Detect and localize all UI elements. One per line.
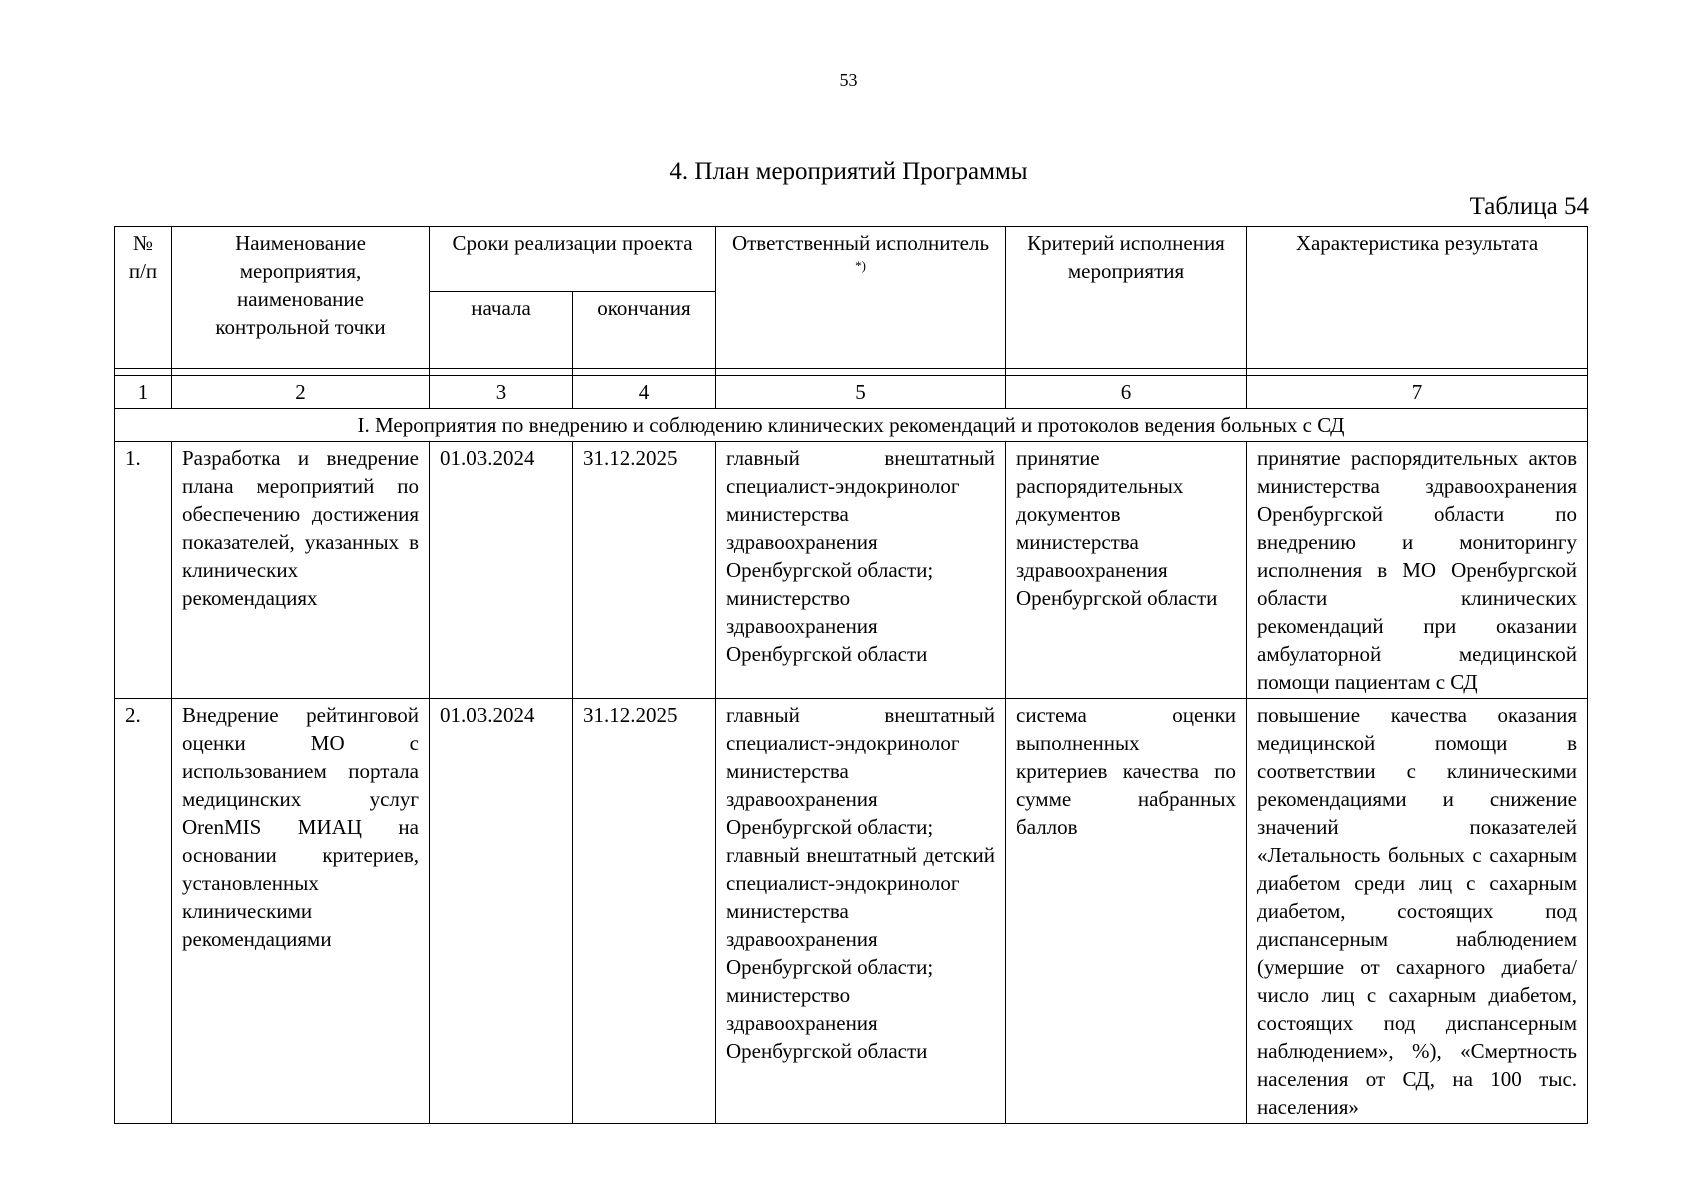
row-criterion: принятие распорядительных документов министерства здравоохранения Оренбургской области: [1006, 442, 1247, 699]
row-start-date: 01.03.2024: [430, 442, 573, 699]
column-number: 2: [172, 376, 430, 409]
header-result: Характеристика результата: [1247, 227, 1588, 369]
responsible-line: главный внештатный специалист-эндокринолог министерства здравоохранения Оренбургской области;: [726, 703, 996, 839]
section-heading-row: [115, 409, 1588, 442]
responsible-line: главный внештатный специалист-эндокринолог министерства здравоохранения Оренбургской области;: [726, 446, 996, 582]
section-heading: I. Мероприятия по внедрению и соблюдению клинических рекомендаций и протоколов ведения больных с СД: [115, 409, 1588, 442]
column-number-row: [115, 376, 1588, 409]
header-responsible: [716, 227, 1006, 369]
header-name: Наименование мероприятия, наименование контрольной точки: [172, 227, 430, 369]
row-result: повышение качества оказания медицинской помощи в соответствии с клиническими рекомендациями и снижение значений показателей «Летальность больных с сахарным диабетом среди лиц с сахарным диабетом, состоящих под диспансерным наблюдением (умершие от сахарного диабета/ число лиц с сахарным диабетом, состоящих под диспансерным наблюдением», %), «Смертность населения от СД, на 100 тыс. населения»: [1247, 699, 1588, 1124]
row-name: Внедрение рейтинговой оценки МО с использованием портала медицинских услуг OrenMIS МИАЦ на основании критериев, установленных клиническими рекомендациями: [172, 699, 430, 1124]
row-number: 2.: [115, 699, 172, 1124]
row-number: 1.: [115, 442, 172, 699]
header-responsible-label: Ответственный исполнитель: [731, 231, 990, 255]
row-responsible: [716, 699, 1006, 1124]
page-number: 53: [839, 70, 858, 90]
column-number: 7: [1247, 376, 1588, 409]
plan-table: [114, 226, 1588, 1124]
column-number: 1: [115, 376, 172, 409]
header-end: окончания: [573, 292, 716, 369]
row-responsible: [716, 442, 1006, 699]
table-row: [115, 699, 1588, 1124]
header-dates: Сроки реализации проекта: [430, 227, 716, 292]
row-start-date: 01.03.2024: [430, 699, 573, 1124]
header-number: № п/п: [115, 227, 172, 369]
responsible-line: министерство здравоохранения Оренбургской области: [726, 983, 928, 1063]
responsible-line: министерство здравоохранения Оренбургской области: [726, 586, 928, 666]
header-spacer: [115, 369, 1588, 376]
table-row: [115, 442, 1588, 699]
footnote-marker: *): [855, 258, 866, 273]
column-number: 3: [430, 376, 573, 409]
column-number: 5: [716, 376, 1006, 409]
column-number: 6: [1006, 376, 1247, 409]
row-end-date: 31.12.2025: [573, 699, 716, 1124]
row-result: принятие распорядительных актов министерства здравоохранения Оренбургской области по внедрению и мониторингу исполнения в МО Оренбургской области клинических рекомендаций при оказании амбулаторной медицинской помощи пациентам с СД: [1247, 442, 1588, 699]
header-start: начала: [430, 292, 573, 369]
responsible-line: главный внештатный детский специалист-эндокринолог министерства здравоохранения Оренбургской области;: [726, 843, 996, 979]
table-header: [115, 227, 1588, 369]
table-caption: Таблица 54: [1469, 193, 1589, 220]
section-title: 4. План мероприятий Программы: [669, 158, 1028, 185]
header-criterion: Критерий исполнения мероприятия: [1006, 227, 1247, 369]
row-criterion: система оценки выполненных критериев качества по сумме набранных баллов: [1006, 699, 1247, 1124]
row-name: Разработка и внедрение плана мероприятий по обеспечению достижения показателей, указанных в клинических рекомендациях: [172, 442, 430, 699]
column-number: 4: [573, 376, 716, 409]
row-end-date: 31.12.2025: [573, 442, 716, 699]
